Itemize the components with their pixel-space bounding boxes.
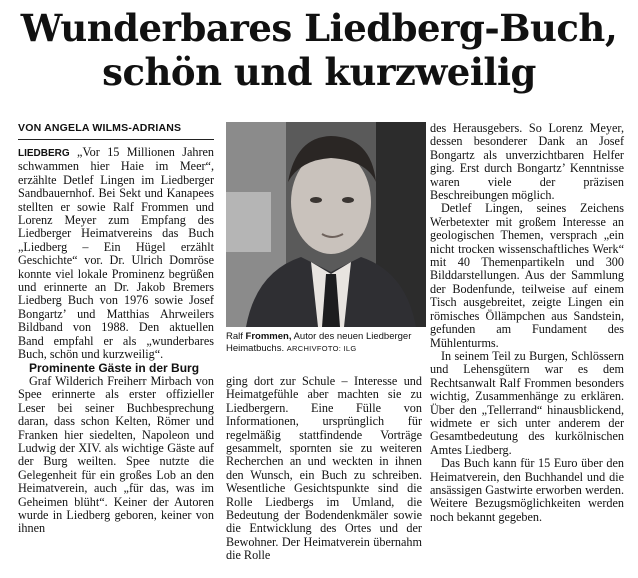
paragraph: In seinem Teil zu Burgen, Schlössern und Lehensgütern war es dem Rechtsanwalt Ralf Frommen besonders wichtig, Zusammenhänge zu erklären. Über den „Tellerrand“ hinausblickend, widmete er sich unter anderem der Gesamtbedeutung des kurkölnischen Amtes Liedberg. [430,348,624,457]
headline [0,6,638,94]
author-photo [226,122,426,327]
byline-rule [18,139,214,140]
photo-caption [226,331,426,354]
paragraph-text: „Vor 15 Millionen Jahren schwammen hier Haie im Meer“, erzählte Detlef Lingen im Liedberger Sandbauernhof. Bei Sekt und Kanapees stellten er sowie Ralf Frommen und Lorenz Meyer zum Empfang des Liedberger Heimatvereins das Buch „Liedberg – Ein Hügel erzählt Geschichte“ vor. Dr. Ulrich Domröse konnte viel lokale Prominenz begrüßen und erinnerte an Dr. Jakob Bremers Liedberg Buch von 1976 sowie Josef Bongartz’ und Matthias Ahrweilers Bildband von 1988. Den aktuellen Band empfahl er als „wunderbares Buch, schön und kurzweilig“. [18,145,215,362]
caption-text: Ralf [226,331,246,342]
caption-name: Frommen, [245,331,292,342]
photo-credit: ARCHIVFOTO: ILG [286,343,357,353]
subheading: Prominente Gäste in der Burg [29,360,200,375]
article-column-2 [226,375,422,563]
headline-line-2: schön und kurzweilig [102,50,536,94]
paragraph: Graf Wilderich Freiherr Mirbach von Spee erinnerte als erster offizieller Leser bei seiner Buchbesprechung daran, dass schon Kelten, Römer und Franken hier siedelten, Napoleon und Ludwig der XIV. als wichtige Gäste auf der Burg weilten. Spee nutzte die Gelegenheit für ein großes Lob an den Heimatverein, auch „für das, was im Geheimen blüht“. Keiner der Autoren wurde in Liedberg geboren, keiner von ihnen [18,373,214,536]
paragraph: des Herausgebers. So Lorenz Meyer, dessen besonderer Dank an Josef Bongartz als unverzichtbaren Helfer ging. Erst durch Bongartz’ Kenntnisse waren viele der präzisen Beschreibungen möglich. [430,121,624,203]
paragraph: ging dort zur Schule – Interesse und Heimatgefühle aber machten sie zu Liedbergern. Eine Fülle von Informationen, ursprünglich für regelmäßig stattfindende Vorträge gesammelt, spornten sie zu weiteren Recherchen an und weckten in ihnen den Wunsch, ein Buch zu schreiben. Wesentliche Gesichtspunkte sind die Rolle Liedbergs im Umland, die Bedeutung der Bodendenkmäler sowie die Entwicklung des Ortes und der Bewohner. Der Heimatverein übernahm die Rolle [226,374,422,563]
article-column-1 [18,146,214,536]
byline: VON ANGELA WILMS-ADRIANS [18,122,182,134]
caption-text: Autor des neuen Liedberger Heimatbuchs. [226,331,412,354]
article-column-3 [430,122,624,524]
dateline: LIEDBERG [18,148,70,159]
paragraph: Das Buch kann für 15 Euro über den Heimatverein, den Buchhandel und die ansässigen Gastwirte erworben werden. Weitere Bezugsmöglichkeiten werden noch bekannt gegeben. [430,456,624,524]
portrait-image [226,122,426,327]
headline-line-1: Wunderbares Liedberg-Buch, [20,6,618,50]
paragraph [18,146,214,362]
paragraph: Detlef Lingen, seines Zeichens Werbetexter mit großem Interesse an geologischen Themen, versprach „ein nicht trocken wissenschaftliches Werk“ mit 40 Themenpartikeln und 300 Bilddarstellungen. Aus der Sammlung der Bodenfunde, teilweise auf einem Tisch ausgebreitet, zeigte Lingen ein römisches Öllämpchen aus Sandstein, gefunden am Fundament des Mühlenturms. [430,201,624,350]
